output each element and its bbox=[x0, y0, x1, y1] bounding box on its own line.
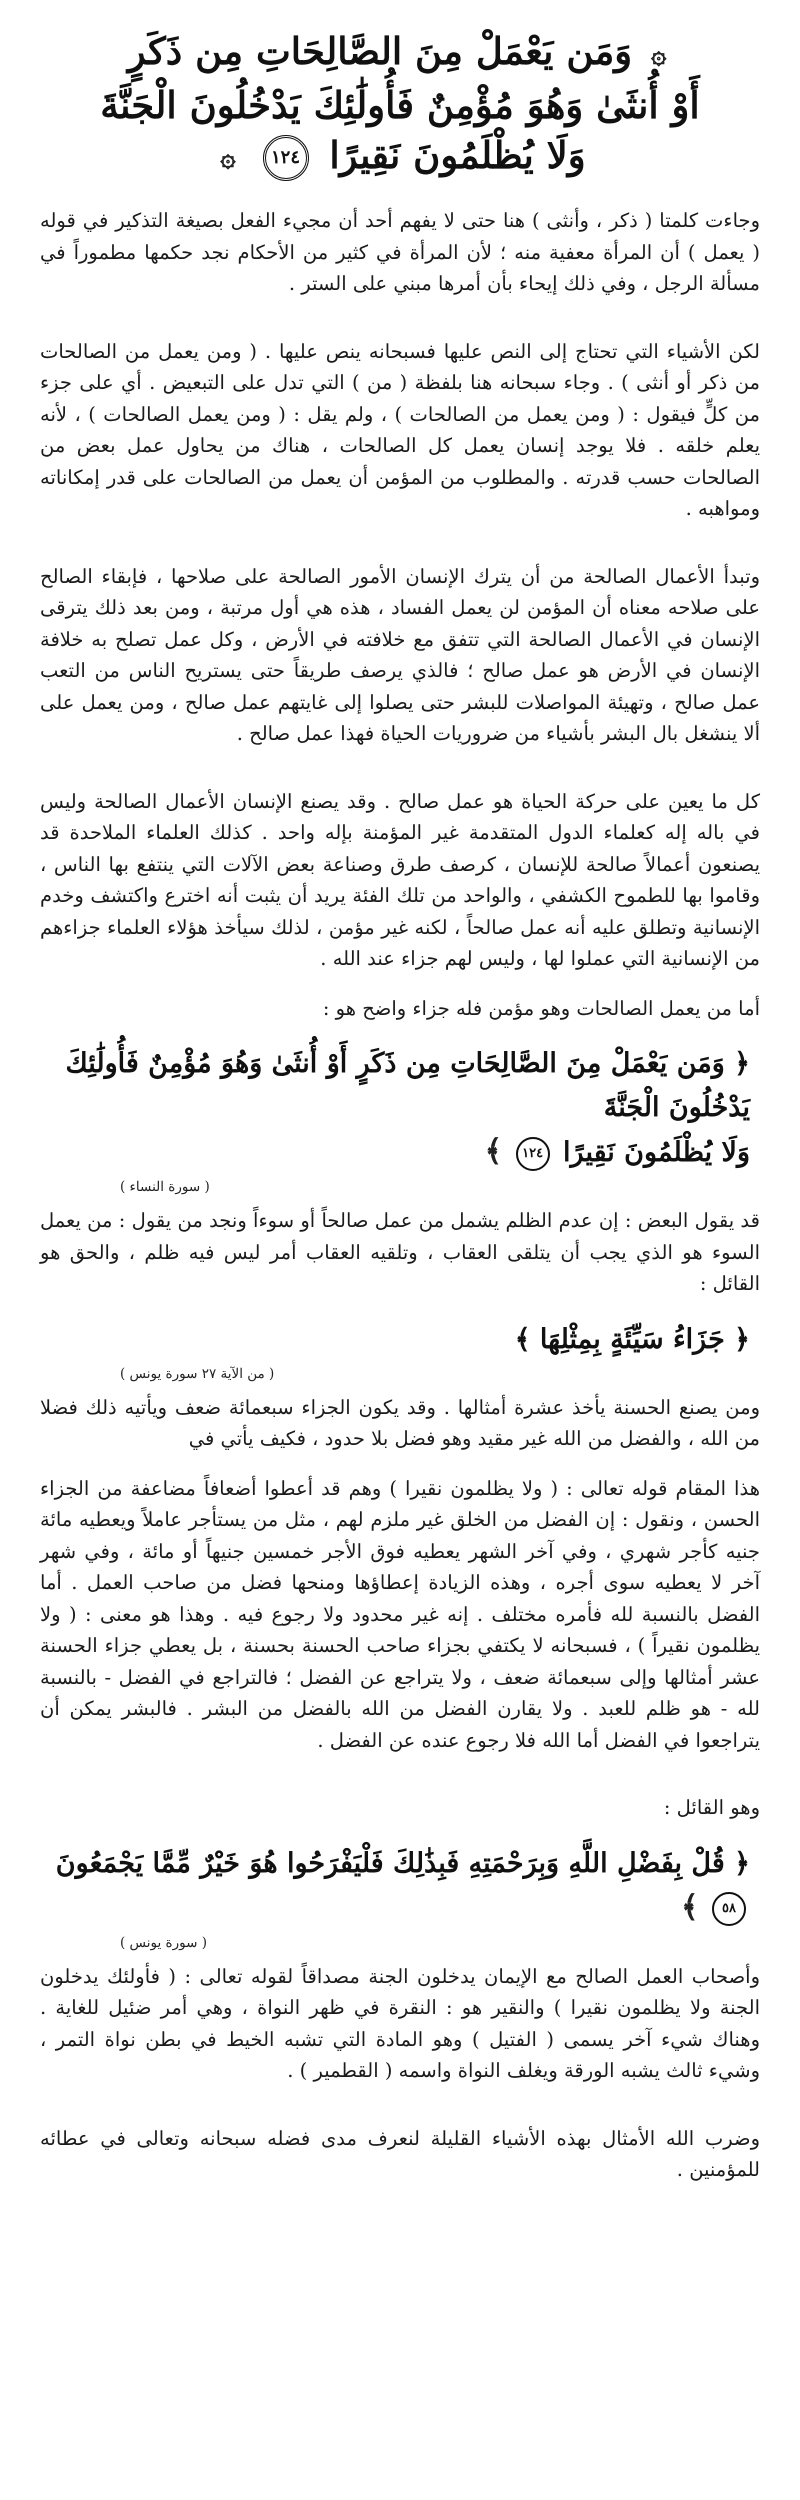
quoted-verse-a bbox=[40, 1042, 760, 1175]
quoted-verse-a-text-2: وَلَا يُظْلَمُونَ نَقِيرًا bbox=[563, 1137, 750, 1168]
quoted-verse-c bbox=[40, 1842, 760, 1931]
top-verse-text-3: وَلَا يُظْلَمُونَ نَقِيرًا bbox=[329, 132, 586, 177]
paragraph-after-a: قد يقول البعض : إن عدم الظلم يشمل من عمل صالحاً أو سوءاً ونجد من يقول : من يعمل السوء هو الذي يجب أن يتلقى العقاب ، وتلقيه العقاب أمر ليس فيه ظلم ، والحق هو القائل : bbox=[40, 1209, 760, 1295]
paragraph-long: هذا المقام قوله تعالى : ( ولا يظلمون نقيرا ) وهم قد أعطوا أضعافاً مضاعفة من الجزاء الحسن ، ونقول : إن الفضل من الخلق غير ملزم لهم ، مثل من يستأجر عاملاً ويعطيه مائة جنيه كأجر شهري ، وفي آخر الشهر يعطيه فوق الأجر خمسين جنيهاً أو مائة ، وفي شهر آخر لا يعطيه سوى أجره ، وهذه الزيادة إعطاؤها ومنحها فضل من صاحب العمل . أما الفضل بالنسبة لله فأمره مختلف . إنه غير محدود ولا رجوع فيه . وهذا هو معنى : ( ولا يظلمون نقيراً ) ، فسبحانه لا يكتفي بجزاء صاحب الحسنة بحسنة ، بل يعطي جزاء الحسنة عشر أمثالها وإلى سبعمائة ضعف ، ولا يتراجع عن الفضل ؛ فالتراجع في الفضل - بالنسبة لله - هو ظلم للعبد . ولا يقارن الفضل من الله بالفضل من البشر . فالبشر يمكن أن يتراجعوا في الفضل أما الله فلا رجوع عنده عن الفضل . bbox=[40, 1476, 760, 1752]
top-verse-line-3 bbox=[75, 130, 725, 184]
verse-ornament-start-icon: ۞ bbox=[651, 39, 667, 70]
top-verse-text-2: أَوْ أُنثَىٰ وَهُوَ مُؤْمِنٌ فَأُولَٰئِكَ يَدْخُلُونَ الْجَنَّةَ bbox=[100, 82, 700, 127]
paragraph-4: كل ما يعين على حركة الحياة هو عمل صالح . وقد يصنع الإنسان الأعمال الصالحة وليس في باله إله كعلماء الدول المتقدمة غير المؤمنة بإله واحد . كذلك العلماء الملاحدة قد يصنعون أعمالاً صالحة للإنسان ، كرصف طرق وصناعة بعض الآلات التي ينتفع بها الناس ، وقاموا بها للطموح الكشفي ، والواحد من تلك الفئة يريد أن يثبت أنه اخترع واكتشف وخدم الإنسانية وتطلق عليه أنه عمل صالحاً ، لكنه غير مؤمن ، لذلك سيأخذ هؤلاء العلماء جزاءهم من الإنسانية التي عملوا لها ، وليس لهم جزاء عند الله . bbox=[40, 789, 760, 970]
quoted-verse-a-line-1: ﴿ وَمَن يَعْمَلْ مِنَ الصَّالِحَاتِ مِن ذَكَرٍ أَوْ أُنثَىٰ وَهُوَ مُؤْمِنٌ فَأُولَٰئِكَ يَدْخُلُونَ الْجَنَّةَ bbox=[65, 1048, 750, 1123]
verse-c-closing-bracket: ﴾ bbox=[681, 1889, 699, 1925]
top-verse-block bbox=[75, 26, 725, 183]
source-c: ( سورة يونس ) bbox=[120, 1934, 207, 1951]
intro-line: أما من يعمل الصالحات وهو مؤمن فله جزاء واضح هو : bbox=[322, 996, 760, 1020]
quoted-verse-a-line-2 bbox=[40, 1130, 750, 1175]
source-b: ( من الآية ٢٧ سورة يونس ) bbox=[120, 1365, 275, 1382]
paragraph-3: وتبدأ الأعمال الصالحة من أن يترك الإنسان الأمور الصالحة على صلاحها ، فإبقاء الصالح على صلاحه معناه أن المؤمن لن يعمل الفساد ، هذه هي أول مرتبة ، ومن بعد ذلك يترقى الإنسان في الأعمال الصالحة التي تتفق مع خلافته في الأرض ، وكل عمل تصلح به خلافة الإنسان في الأرض هو عمل صالح ؛ فالذي يرصف طريقاً حتى يستريح الناس من التعب عمل صالح ، وتهيئة المواصلات للبشر حتى يصلوا إلى غايتهم عمل صالح ، ومن يعمل على ألا ينشغل بال البشر بأشياء من ضروريات الحياة فهذا عمل صالح . bbox=[40, 564, 760, 745]
verse-a-closing-bracket: ﴾ bbox=[484, 1134, 503, 1169]
paragraph-after-c: وأصحاب العمل الصالح مع الإيمان يدخلون الجنة مصداقاً لقوله تعالى : ( فأولئك يدخلون الجنة ولا يظلمون نقيرا ) والنقير هو : النقرة في ظهر النواة ، وهي أمر ضئيل للغاية . وهناك شيء آخر يسمى ( الفتيل ) وهو المادة التي تشبه الخيط في بطن نواة التمر ، وشيء ثالث يشبه الورقة ويغلف النواة واسمه ( القطمير ) . bbox=[40, 1964, 760, 2082]
verse-ornament-end-icon: ۞ bbox=[220, 143, 236, 173]
ayah-number-c: ٥٨ bbox=[712, 1892, 746, 1926]
paragraph-after-b: ومن يصنع الحسنة يأخذ عشرة أمثالها . وقد يكون الجزاء سبعمائة ضعف ويأتيه ذلك فضلا من الله ، والفضل من الله غير مقيد وهو فضل بلا حدود ، فكيف يأتي في bbox=[40, 1395, 760, 1450]
page bbox=[40, 12, 760, 2488]
ayah-number-a: ١٢٤ bbox=[516, 1137, 550, 1171]
quoted-verse-c-text: ﴿ قُلْ بِفَضْلِ اللَّهِ وَبِرَحْمَتِهِ فَبِذَٰلِكَ فَلْيَفْرَحُوا هُوَ خَيْرٌ مِّمَّا يَجْمَعُونَ bbox=[55, 1847, 750, 1879]
top-verse-text-1: وَمَن يَعْمَلْ مِنَ الصَّالِحَاتِ مِن ذَكَرٍ bbox=[127, 29, 633, 73]
intro-line-2: وهو القائل : bbox=[663, 1796, 760, 1819]
paragraph-final: وضرب الله الأمثال بهذه الأشياء القليلة لنعرف مدى فضله سبحانه وتعالى في عطائه للمؤمنين . bbox=[40, 2126, 760, 2181]
top-verse-line-2 bbox=[75, 80, 725, 130]
source-a: ( سورة النساء ) bbox=[120, 1179, 210, 1195]
ayah-number-badge: ١٢٤ bbox=[263, 135, 309, 181]
top-verse-line-1 bbox=[75, 26, 725, 80]
paragraph-2: لكن الأشياء التي تحتاج إلى النص عليها فسبحانه ينص عليها . ( ومن يعمل من الصالحات من ذكر أو أنثى ) . وجاء سبحانه هنا بلفظة ( من ) التي تدل على التبعيض . أي على جزء من كلٍّ فيقول : ( ومن يعمل من الصالحات ) ، ولم يقل : ( ومن يعمل الصالحات ) ، لأنه يعلم خلقه . فلا يوجد إنسان يعمل كل الصالحات ، هناك من يحاول عمل بعض من الصالحات حسب قدرته . والمطلوب من المؤمن أن يعمل من الصالحات على قدر إمكاناته ومواهبه . bbox=[40, 339, 760, 520]
paragraph-1: وجاءت كلمتا ( ذكر ، وأنثى ) هنا حتى لا يفهم أحد أن مجيء الفعل بصيغة التذكير في قوله ( يعمل ) أن المرأة معفية منه ؛ لأن المرأة في كثير من الأحكام نجد حكمها مطموراً في مسألة الرجل ، وفي ذلك إيحاء بأن أمرها مبني على الستر . bbox=[40, 209, 760, 295]
quoted-verse-b: ﴿ جَزَاءُ سَيِّئَةٍ بِمِثْلِهَا ﴾ bbox=[514, 1323, 750, 1355]
